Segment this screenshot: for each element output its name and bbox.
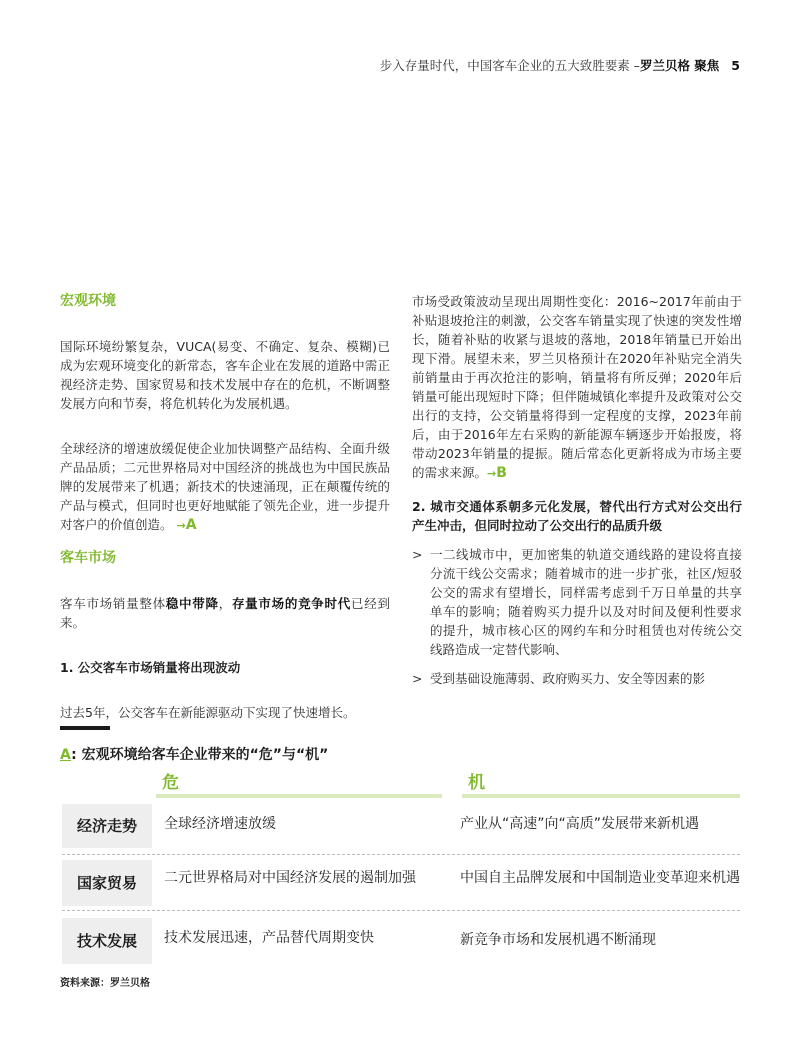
bullet-text: 一二线城市中，更加密集的轨道交通线路的建设将直接分流干线公交需求；随着城市的进一步扩张，社区/短驳公交的需求有望增长，同样需考虑到千万日单量的共享单车的影响；随着购买力提升以及对时间及便利性要求的提升，城市核心区的网约车和分时租赁也对传统公交线路造成一定替代影响、 bbox=[430, 547, 742, 657]
table-row bbox=[62, 858, 740, 910]
market-paragraph bbox=[60, 594, 390, 632]
macro-paragraph-2 bbox=[60, 439, 390, 535]
arrow-right-icon: → bbox=[487, 467, 497, 480]
right-column bbox=[412, 292, 742, 688]
row-label: 技术发展 bbox=[62, 918, 152, 964]
macro-paragraph-2-text: 全球经济的增速放缓促使企业加快调整产品结构、全面升级产品品质；二元世界格局对中国经济的挑战也为中国民族品牌的发展带来了机遇；新技术的快速涌现，正在颠覆传统的产品与模式，但同时也更好地赋能了领先企业，进一步提升对客户的价值创造。 bbox=[60, 441, 390, 532]
figure-title bbox=[60, 744, 328, 764]
figure-ref-letter: A bbox=[185, 517, 197, 533]
section-title-market: 客车市场 bbox=[60, 550, 116, 566]
market-emphasis-1: 稳中带降 bbox=[165, 596, 219, 611]
market-text-pre: 客车市场销量整体 bbox=[60, 596, 166, 611]
left-column bbox=[60, 292, 390, 722]
arrow-right-icon: → bbox=[176, 519, 186, 532]
source-note: 资料来源：罗兰贝格 bbox=[60, 978, 150, 989]
page-header bbox=[380, 56, 740, 74]
row-divider bbox=[62, 910, 740, 911]
macro-paragraph-1: 国际环境纷繁复杂，VUCA(易变、不确定、复杂、模糊)已成为宏观环境变化的新常态，客车企业在发展的道路中需正视经济走势、国家贸易和技术发展中存在的危机，不断调整发展方向和节奏，将危机转化为发展机遇。 bbox=[60, 339, 390, 411]
row-wei-text: 技术发展迅速，产品替代周期变快 bbox=[164, 930, 374, 946]
row-label: 经济走势 bbox=[62, 804, 152, 848]
item-1-heading: 1. 公交客车市场销量将出现波动 bbox=[60, 660, 241, 675]
continued-paragraph-text: 市场受政策波动呈现出周期性变化：2016~2017年前由于补贴退坡抢注的刺激，公交客车销量实现了快速的突发性增长，随着补贴的收紧与退坡的落地，2018年销量已开始出现下滑。展望未来，罗兰贝格预计在2020年补贴完全消失前销量由于再次抢注的影响，销量将有所反弹；2020年后销量可能出现短时下降；但伴随城镇化率提升及政策对公交出行的支持，公交销量将得到一定程度的支撑，2023年前后，由于2016年左右采购的新能源车辆逐步开始报废，将带动2023年销量的提振。随后常态化更新将成为市场主要的需求来源。 bbox=[412, 294, 742, 480]
bullet-item bbox=[412, 669, 742, 688]
section-title-macro: 宏观环境 bbox=[60, 293, 116, 309]
figure-title-text: : 宏观环境给客车企业带来的“危”与“机” bbox=[71, 747, 329, 763]
row-divider bbox=[62, 854, 740, 855]
row-ji-text: 产业从“高速”向“高质”发展带来新机遇 bbox=[460, 816, 700, 832]
header-subtitle: 步入存量时代，中国客车企业的五大致胜要素 – bbox=[379, 58, 640, 73]
figure-ref-b[interactable] bbox=[487, 465, 507, 480]
row-ji-text: 中国自主品牌发展和中国制造业变革迎来机遇 bbox=[460, 870, 740, 886]
figure-ref-a[interactable] bbox=[177, 517, 197, 532]
row-ji-text: 新竞争市场和发展机遇不断涌现 bbox=[460, 932, 656, 948]
row-wei-text: 二元世界格局对中国经济发展的遏制加强 bbox=[164, 870, 416, 886]
bullet-text: 受到基础设施薄弱、政府购买力、安全等因素的影 bbox=[430, 671, 706, 686]
bullet-item bbox=[412, 545, 742, 659]
row-label: 国家贸易 bbox=[62, 860, 152, 906]
figure-ref-letter: B bbox=[496, 465, 507, 481]
figure-divider bbox=[60, 726, 110, 730]
item-2-heading: 2. 城市交通体系朝多元化发展，替代出行方式对公交出行产生冲击，但同时拉动了公交出行的品质升级 bbox=[412, 499, 742, 533]
bullet-marker-icon: > bbox=[412, 671, 423, 686]
row-wei-text: 全球经济增速放缓 bbox=[164, 816, 276, 832]
header-brand: 罗兰贝格 聚焦 bbox=[639, 58, 720, 73]
table-row bbox=[62, 802, 740, 852]
continued-paragraph bbox=[412, 292, 742, 483]
bullet-marker-icon: > bbox=[412, 547, 423, 562]
market-emphasis-2: 存量市场的竞争时代 bbox=[231, 596, 351, 611]
market-text-post: 已经到来。 bbox=[60, 596, 390, 630]
table-row bbox=[62, 916, 740, 966]
column-header-wei: 危 bbox=[156, 770, 442, 798]
figure-label: A bbox=[60, 747, 72, 763]
column-header-ji: 机 bbox=[462, 770, 740, 798]
item-1-paragraph: 过去5年，公交客车在新能源驱动下实现了快速增长。 bbox=[60, 705, 356, 720]
page-number: 5 bbox=[731, 58, 740, 73]
market-text-mid: ， bbox=[218, 596, 232, 611]
